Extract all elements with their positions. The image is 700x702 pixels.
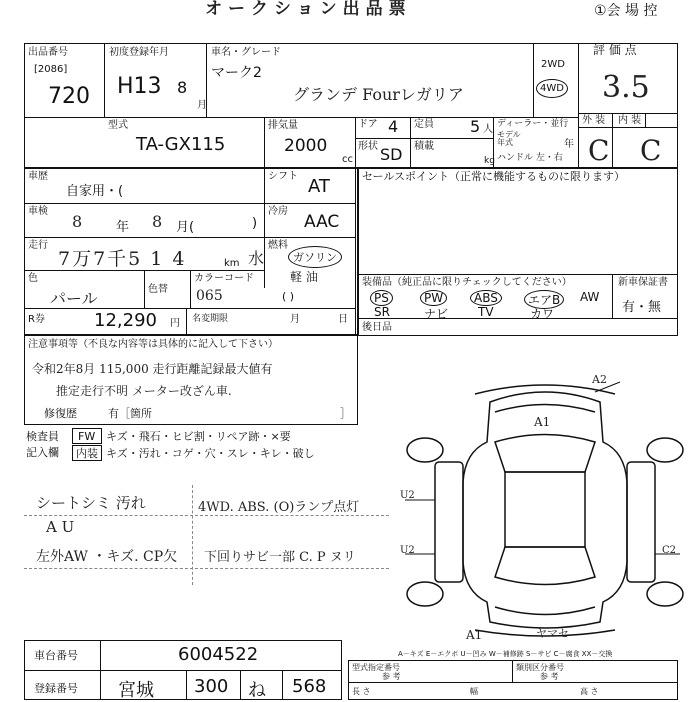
rear-item-label: 後日品 [362,322,392,333]
lot-number: 720 [48,84,90,109]
model-code-value: TA-GX115 [136,134,226,155]
model-year-label: モデル年式 [497,130,521,147]
roof-outline [505,472,585,547]
registration-region: 宮城 [118,680,154,701]
equip-pw: PW [420,290,447,306]
notes-label: 注意事項等（不良な内容等は具体的に記入して下さい） [28,339,278,350]
equip-navi: ナビ [424,307,449,321]
capacity-value: 5 [470,117,481,136]
model-year-unit: 年 [564,139,574,150]
diagram-mark-yamase: ヤマセ [536,627,569,640]
drive-4wd-circled: 4WD [536,79,568,98]
inspection-close: ) [252,216,258,231]
wheel-rr [647,582,683,606]
color-code-label: カラーコード [194,273,254,284]
name-change-month: 月 [290,314,300,325]
int-items: キズ・汚れ・コゲ・穴・スレ・キレ・破し [106,447,315,460]
usage-label: 車歴 [28,171,48,182]
diagram-mark-a2: A2 [592,373,607,386]
class-spec-ref: 参 考 [540,672,559,681]
wheel-rl [407,582,443,606]
color-code-value: 065 [196,288,223,304]
drive-2wd-label: 2WD [541,59,565,70]
damage-legend: A－キズ E－エクボ U－凹み W－補修跡 S－サビ C－腐食 XX－交換 [398,650,613,658]
class-spec-label: 類別区分番号 [516,663,564,672]
capacity-unit: 人 [483,124,493,135]
grade-score-label: 評 価 点 [593,43,637,57]
type-spec-ref: 参 考 [382,672,401,681]
equip-sr: SR [374,305,390,319]
model-code-label: 型式 [108,120,128,131]
length-label: 長 さ [352,687,371,696]
repair-history-value: 有［箇所 [108,407,152,420]
body-shape-label: 形状 [358,141,378,152]
type-spec-label: 型式指定番号 [352,663,400,672]
inspection-year: 8 [72,212,83,231]
fuel-paren: ( ) [282,290,295,303]
int-label: 内装 [76,447,98,460]
recycle-label: R券 [28,314,45,325]
shift-label: シフト [268,171,298,182]
exterior-grade: C [588,134,610,167]
equip-airbag: エアB [524,290,564,309]
lot-code: [2086] [34,64,68,75]
equip-aw: AW [580,290,600,304]
first-reg-month: 8 [177,78,188,97]
lot-label: 出品番号 [28,47,68,58]
first-reg-label: 初度登録年月 [109,47,169,58]
venue-copy-label: ①会 場 控 [594,3,658,19]
name-change-label: 名変期限 [192,314,229,324]
first-reg-month-unit: 月 [197,100,207,111]
interior-grade: C [640,134,662,167]
dealer-label: ディーラー・並行 [497,119,569,129]
car-name-label: 車名・グレード [211,47,281,58]
diagram-mark-u2-left-2: U2 [400,545,415,556]
rear-window [495,547,595,585]
equipment-label: 装備品（純正品に限りチェックしてください） [362,277,572,288]
inspector-label-bottom: 記入欄 [26,446,59,459]
handwritten-note-4: 4WD. ABS. (O)ランプ点灯 [198,500,360,515]
equip-leather: カワ [530,307,555,321]
mileage-unit: km [224,258,240,269]
warranty-label: 新車保証書 [618,277,668,288]
exterior-label: 外 装 [582,115,606,126]
capacity-label: 定員 [414,119,434,130]
height-label: 高 さ [580,687,599,696]
fw-items: キズ・飛石・ヒビ割・リペア跡・×要 [106,430,291,443]
doors-value: 4 [388,117,399,136]
first-reg-era-year: H13 [117,74,162,99]
registration-kana: ね [248,680,266,701]
fuel-label: 燃料 [268,240,288,251]
displacement-value: 2000 [284,136,328,156]
ac-label: 冷房 [268,206,288,217]
header-title: オークション出品票 [205,0,412,19]
hood [495,405,595,413]
diagram-mark-c2: C2 [662,545,677,556]
displacement-unit: cc [342,154,353,165]
mileage-label: 走行 [28,240,48,251]
left-panel [435,462,463,582]
mileage-value: 7万7千5 1 4 [58,248,187,270]
fuel-gasoline-circled: ガソリン [288,246,342,268]
wheel-fr [647,438,683,462]
handwritten-note-5: 下回りサビ一部 C. P ヌリ [204,550,356,565]
mileage-mark: 水 [248,249,265,268]
registration-number: 568 [292,676,327,697]
body-shape-value: SD [380,145,403,164]
diagram-mark-u2-left-1: U2 [400,490,415,501]
recycle-unit: 円 [170,318,180,329]
fuel-diesel: 軽 油 [290,270,318,284]
windshield [495,435,595,473]
load-unit: kg [484,156,495,166]
inspection-month: 8 [152,212,163,231]
color-number-label: 色替 [148,284,168,295]
car-model: マーク2 [211,65,262,81]
top-info-frame [24,43,678,168]
grade-score-value: 3.5 [602,70,650,105]
doors-label: ドア [358,119,378,130]
chassis-value: 6004522 [178,644,259,665]
color-value: パール [50,289,98,308]
inspection-label: 車検 [28,206,48,217]
repair-history-close: ］ [340,407,351,420]
chassis-label: 車台番号 [34,649,78,662]
car-grade: グランデ Fourレガリア [293,85,464,104]
registration-class: 300 [194,676,229,697]
displacement-label: 排気量 [268,120,298,131]
handwritten-note-2: A U [46,518,75,536]
equip-abs: ABS [470,290,502,306]
diagram-mark-a1-top: A1 [534,415,551,429]
recycle-value: 12,290 [94,310,157,331]
interior-label: 内 装 [618,115,642,126]
width-label: 幅 [470,687,478,696]
handwritten-note-1: シートシミ 汚れ [36,494,146,512]
shift-value: AT [308,176,330,197]
inspection-month-unit: 月( [176,220,195,235]
inspector-label-top: 検査員 [26,430,59,443]
equip-tv: TV [478,305,494,319]
wheel-fl [407,438,443,462]
fw-label: FW [78,430,96,443]
car-damage-diagram [395,372,695,642]
name-change-day: 日 [338,314,348,325]
registration-label: 登録番号 [34,682,78,695]
notes-line-1: 令和2年8月 115,000 走行距離記録最大値有 [32,362,273,376]
ac-value: AAC [304,212,340,232]
repair-history-label: 修復歴 [44,407,77,420]
usage-value: 自家用・( [66,184,124,199]
notes-line-2: 推定走行不明 メーター改ざん車. [56,384,232,398]
handle-label: ハンドル 左・右 [497,153,563,163]
load-label: 積載 [414,141,434,152]
equip-ps: PS [370,290,393,306]
diagram-mark-a1-bottom: A1 [466,628,483,642]
trunk [495,607,595,615]
color-label: 色 [28,273,38,284]
sales-points-label: セールスポイント（正常に機能するものに限ります） [362,170,626,183]
warranty-value: 有・無 [622,300,662,315]
right-panel [627,462,655,582]
inspection-year-unit: 年 [116,220,130,235]
handwritten-note-3: 左外AW ・キズ. CP欠 [36,549,178,565]
